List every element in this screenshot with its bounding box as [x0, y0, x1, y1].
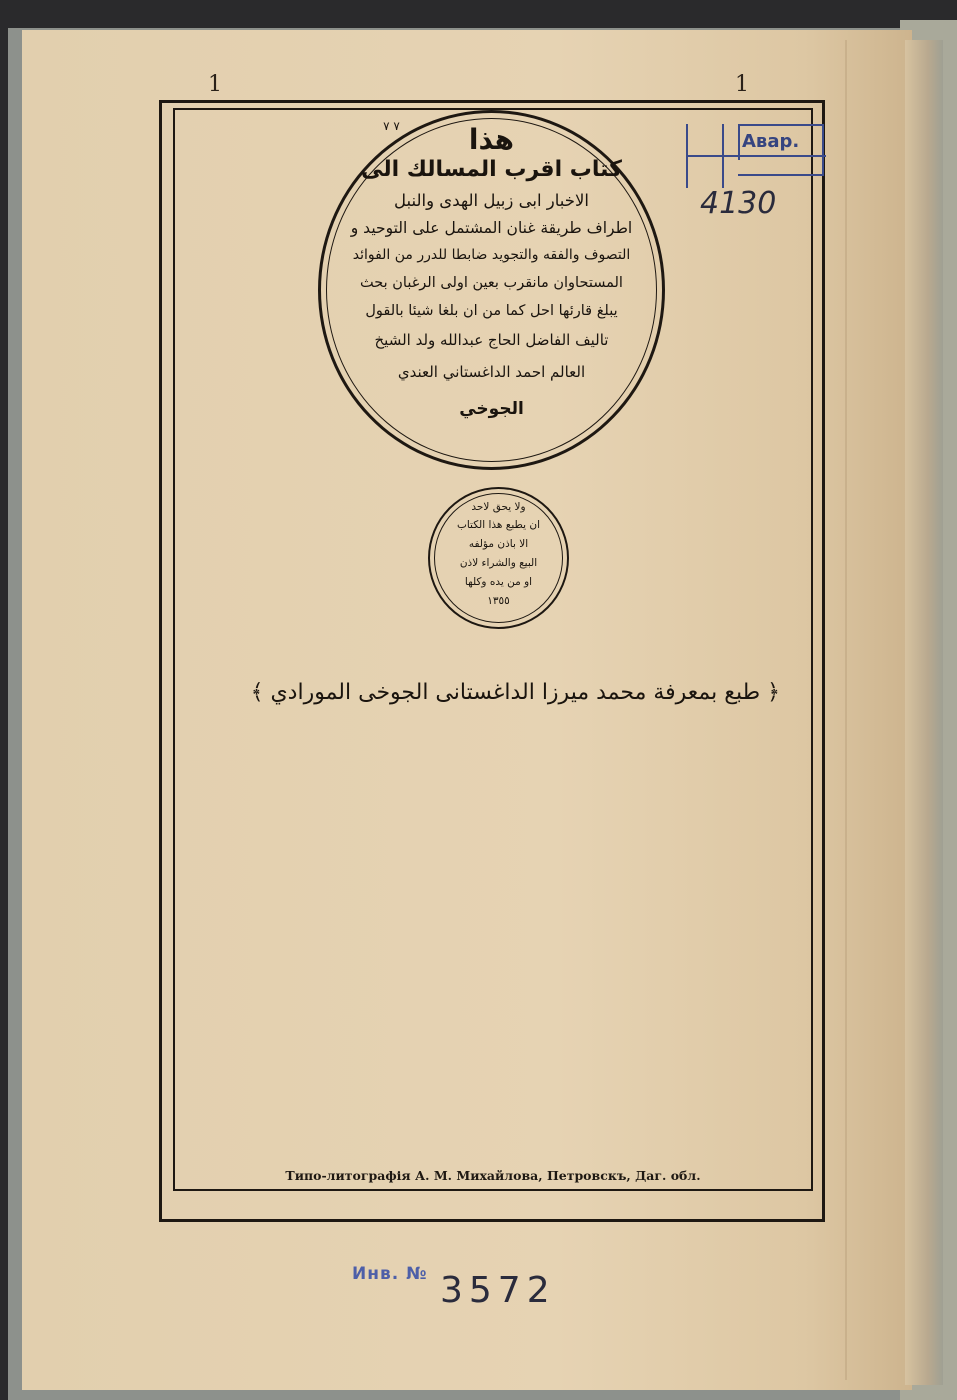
small-seal-line: او من يده وكلها — [464, 576, 533, 588]
corner-mark-right: 1 — [735, 72, 749, 97]
large-seal — [318, 110, 665, 470]
seal-line: الاخبار ابى زبيل الهدى والنبل — [394, 191, 589, 210]
stamp-rule — [686, 155, 826, 157]
small-seal-line: الا باذن مؤلفه — [468, 538, 529, 550]
seal-line: المستحاوان مانقرب بعين اولى الرغبان بحث — [360, 275, 623, 291]
small-seal — [428, 487, 569, 629]
seal-line: كتاب اقرب المسالك الى — [361, 157, 622, 182]
seal-line: يبلغ قارئها احل كما من ان بلغا شيئا بالقول — [365, 303, 618, 319]
seal-line: اطراف طريقة غنان المشتمل على التوحيد و — [350, 219, 633, 237]
small-seal-line: ان يطبع هذا الكتاب — [456, 519, 541, 531]
small-seal-line: ولا يحق لاحد — [471, 501, 526, 513]
small-seal-line: البيع والشراء لاذن — [459, 557, 538, 569]
seal-line: العالم احمد الداغستاني العندي — [397, 363, 586, 381]
page-crease — [845, 40, 847, 1380]
stamp-rule — [738, 124, 740, 160]
page-edge — [905, 40, 943, 1385]
shelf-number: 4130 — [700, 186, 777, 221]
printer-credit: Типо-литографія А. М. Михайлова, Петровскъ, Даг. обл. — [285, 1168, 701, 1183]
stamp-rule — [822, 124, 824, 176]
seal-line: تاليف الفاضل الحاج عبدالله ولد الشيخ — [374, 331, 609, 349]
imprint-text: ﴿ طبع بمعرفة محمد ميرزا الداغستانى الجوخى المورادي ﴾ — [250, 680, 780, 705]
stamp-label: Авар. — [742, 131, 800, 152]
inventory-stamp: Инв. № — [352, 1264, 428, 1284]
seal-ornament: ٧ ٧ — [383, 119, 400, 133]
stamp-rule — [738, 124, 824, 126]
seal-line: الجوخي — [459, 399, 524, 419]
seal-line: هذا — [468, 123, 515, 156]
small-seal-line: ١٣٥٥ — [487, 595, 510, 607]
seal-line: التصوف والفقه والتجويد ضابطا للدرر من الفوائد — [352, 247, 631, 263]
inventory-number: 3572 — [440, 1270, 556, 1311]
corner-mark-left: 1 — [208, 72, 222, 97]
stamp-rule — [738, 174, 824, 176]
